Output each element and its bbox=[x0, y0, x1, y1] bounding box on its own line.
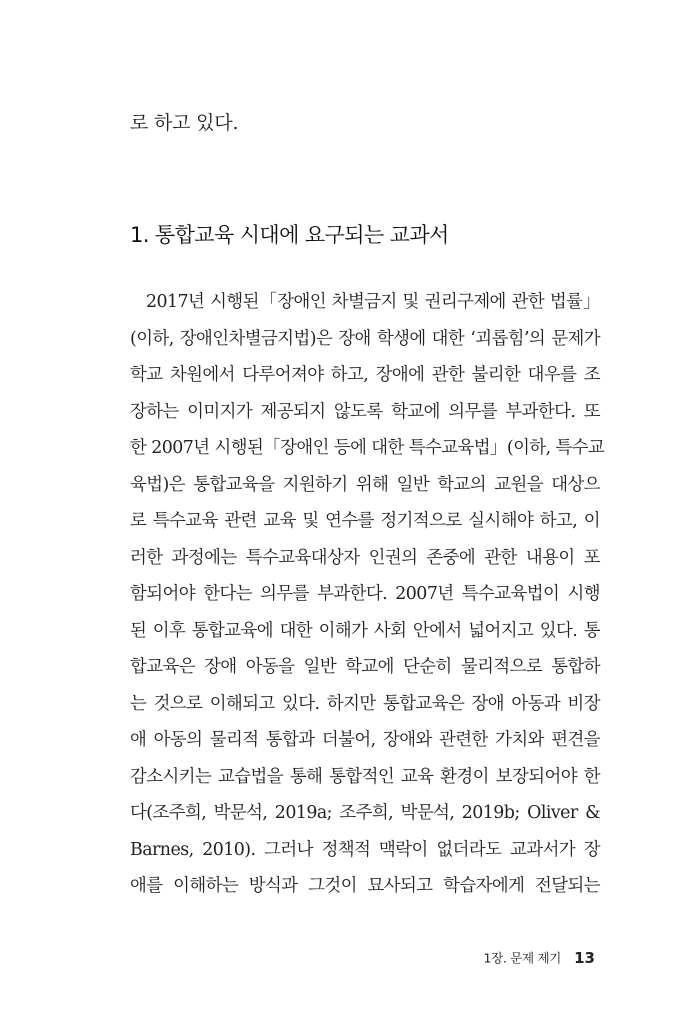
paragraph-line: 장하는 이미지가 제공되지 않도록 학교에 의무를 부과한다. 또 bbox=[130, 401, 600, 422]
running-footer-chapter: 1장. 문제 제기 bbox=[483, 950, 562, 966]
paragraph-line: 애를 이해하는 방식과 그것이 묘사되고 학습자에게 전달되는 bbox=[130, 876, 600, 896]
paragraph-line: 러한 과정에는 특수교육대상자 인권의 존중에 관한 내용이 포 bbox=[130, 547, 600, 568]
paragraph-line: 한 2007년 시행된「장애인 등에 대한 특수교육법」(이하, 특수교 bbox=[130, 438, 605, 458]
paragraph-line: (이하, 장애인차별금지법)은 장애 학생에 대한 ‘괴롭힘’의 문제가 bbox=[130, 328, 600, 349]
paragraph-line: Barnes, 2010). 그러나 정책적 맥락이 없더라도 교과서가 장 bbox=[130, 839, 600, 860]
paragraph-line: 학교 차원에서 다루어져야 하고, 장애에 관한 불리한 대우를 조 bbox=[130, 365, 600, 385]
paragraph-line: 된 이후 통합교육에 대한 이해가 사회 안에서 넓어지고 있다. 통 bbox=[130, 620, 600, 641]
section-heading: 1. 통합교육 시대에 요구되는 교과서 bbox=[130, 223, 449, 247]
page-footer bbox=[483, 947, 595, 967]
paragraph-line: 합교육은 장애 아동을 일반 학교에 단순히 물리적으로 통합하 bbox=[130, 657, 600, 677]
continued-text-line: 로 하고 있다. bbox=[130, 112, 239, 134]
page-number: 13 bbox=[574, 948, 595, 967]
paragraph-line: 육법)은 통합교육을 지원하기 위해 일반 학교의 교원을 대상으 bbox=[130, 474, 600, 495]
paragraph-line: 로 특수교육 관련 교육 및 연수를 정기적으로 실시해야 하고, 이 bbox=[130, 511, 600, 531]
paragraph-line: 함되어야 한다는 의무를 부과한다. 2007년 특수교육법이 시행 bbox=[130, 584, 600, 604]
paragraph-line: 는 것으로 이해되고 있다. 하지만 통합교육은 장애 아동과 비장 bbox=[130, 693, 600, 714]
body-paragraph bbox=[130, 284, 605, 905]
paragraph-line: 다(조주희, 박문석, 2019a; 조주희, 박문석, 2019b; Oliver & bbox=[130, 803, 600, 823]
paragraph-line: 애 아동의 물리적 통합과 더불어, 장애와 관련한 가치와 편견을 bbox=[130, 730, 600, 750]
paragraph-line: 2017년 시행된「장애인 차별금지 및 권리구제에 관한 법률」 bbox=[146, 292, 600, 312]
paragraph-line: 감소시키는 교습법을 통해 통합적인 교육 환경이 보장되어야 한 bbox=[130, 766, 600, 787]
